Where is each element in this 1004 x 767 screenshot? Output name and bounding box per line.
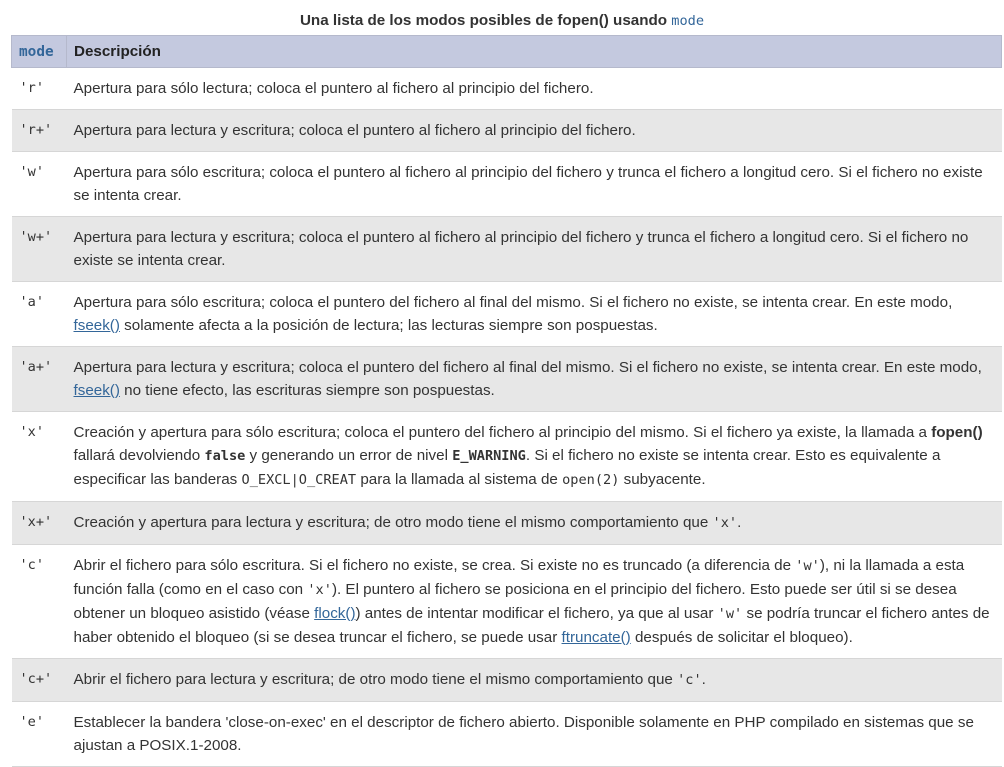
caption-code: mode <box>671 13 705 29</box>
mode-cell: 'r' <box>12 68 67 110</box>
description-cell: Abrir el fichero para sólo escritura. Si el fichero no existe, se crea. Si existe no es truncado (a diferencia de 'w'), ni la llamada a esta función falla (como en el caso con 'x'). El puntero al fichero se posiciona en el principio del fichero. Esto puede ser útil si se desea obtener un bloqueo asistido (véase flock()) antes de intentar modificar el fichero, ya que al usar 'w' se podría truncar el fichero antes de haber obtenido el bloqueo (si se desea truncar el fichero, se puede usar ftruncate() después de solicitar el bloqueo). <box>67 545 1002 659</box>
mode-code: 'w' <box>795 558 820 574</box>
mode-code: 'x' <box>712 515 738 531</box>
table-row <box>12 412 1002 502</box>
table-row <box>12 68 1002 110</box>
false-constant: false <box>204 448 246 464</box>
table-row <box>12 347 1002 412</box>
function-name: fopen() <box>931 424 983 441</box>
mode-code: 'c' <box>677 672 702 688</box>
mode-cell: 'w' <box>12 152 67 217</box>
mode-cell: 'x+' <box>12 502 67 545</box>
table-row <box>12 502 1002 545</box>
table-header-row <box>12 36 1002 68</box>
mode-code: 'w' <box>717 606 743 622</box>
open-syscall-code: open(2) <box>562 472 620 488</box>
description-cell: Apertura para lectura y escritura; coloca el puntero al fichero al principio del fichero. <box>67 110 1002 152</box>
description-cell: Apertura para sólo lectura; coloca el puntero al fichero al principio del fichero. <box>67 68 1002 110</box>
flags-code: O_EXCL|O_CREAT <box>241 472 357 488</box>
table-row <box>12 702 1002 767</box>
table-row <box>12 110 1002 152</box>
mode-cell: 'a+' <box>12 347 67 412</box>
header-description: Descripción <box>67 36 1002 68</box>
description-cell: Creación y apertura para sólo escritura; coloca el puntero del fichero al principio del mismo. Si el fichero ya existe, la llamada a fopen() fallará devolviendo false y generando un error de nivel E_WARNING. Si el fichero no existe se intenta crear. Esto es equivalente a especificar las banderas O_EXCL|O_CREAT para la llamada al sistema de open(2) subyacente. <box>67 412 1002 502</box>
table-row <box>12 282 1002 347</box>
table-caption <box>0 0 1004 35</box>
mode-cell: 'e' <box>12 702 67 767</box>
description-cell: Apertura para lectura y escritura; coloca el puntero al fichero al principio del fichero y trunca el fichero a longitud cero. Si el fichero no existe se intenta crear. <box>67 217 1002 282</box>
mode-cell: 'w+' <box>12 217 67 282</box>
mode-cell: 'x' <box>12 412 67 502</box>
description-cell: Establecer la bandera 'close-on-exec' en el descriptor de fichero abierto. Disponible solamente en PHP compilado en sistemas que se ajustan a POSIX.1-2008. <box>67 702 1002 767</box>
mode-cell: 'a' <box>12 282 67 347</box>
fopen-modes-table <box>11 35 1002 767</box>
fseek-link[interactable]: fseek() <box>73 382 120 399</box>
mode-cell: 'c+' <box>12 659 67 702</box>
mode-cell: 'r+' <box>12 110 67 152</box>
description-cell: Creación y apertura para lectura y escritura; de otro modo tiene el mismo comportamiento que 'x'. <box>67 502 1002 545</box>
ftruncate-link[interactable]: ftruncate() <box>561 629 631 646</box>
description-cell: Apertura para sólo escritura; coloca el puntero al fichero al principio del fichero y trunca el fichero a longitud cero. Si el fichero no existe se intenta crear. <box>67 152 1002 217</box>
description-cell: Apertura para lectura y escritura; coloca el puntero del fichero al final del mismo. Si el fichero no existe, se intenta crear. En este modo, fseek() no tiene efecto, las escrituras siempre son pospuestas. <box>67 347 1002 412</box>
header-mode: mode <box>12 36 67 68</box>
mode-code: 'x' <box>307 582 332 598</box>
flock-link[interactable]: flock() <box>314 605 356 622</box>
table-row <box>12 217 1002 282</box>
fseek-link[interactable]: fseek() <box>73 317 120 334</box>
description-cell: Abrir el fichero para lectura y escritura; de otro modo tiene el mismo comportamiento que 'c'. <box>67 659 1002 702</box>
table-row <box>12 152 1002 217</box>
caption-text: Una lista de los modos posibles de fopen() usando <box>299 12 668 29</box>
table-row <box>12 545 1002 659</box>
warning-constant: E_WARNING <box>452 448 526 464</box>
description-cell: Apertura para sólo escritura; coloca el puntero del fichero al final del mismo. Si el fichero no existe, se intenta crear. En este modo, fseek() solamente afecta a la posición de lectura; las lecturas siempre son pospuestas. <box>67 282 1002 347</box>
mode-cell: 'c' <box>12 545 67 659</box>
table-row <box>12 659 1002 702</box>
